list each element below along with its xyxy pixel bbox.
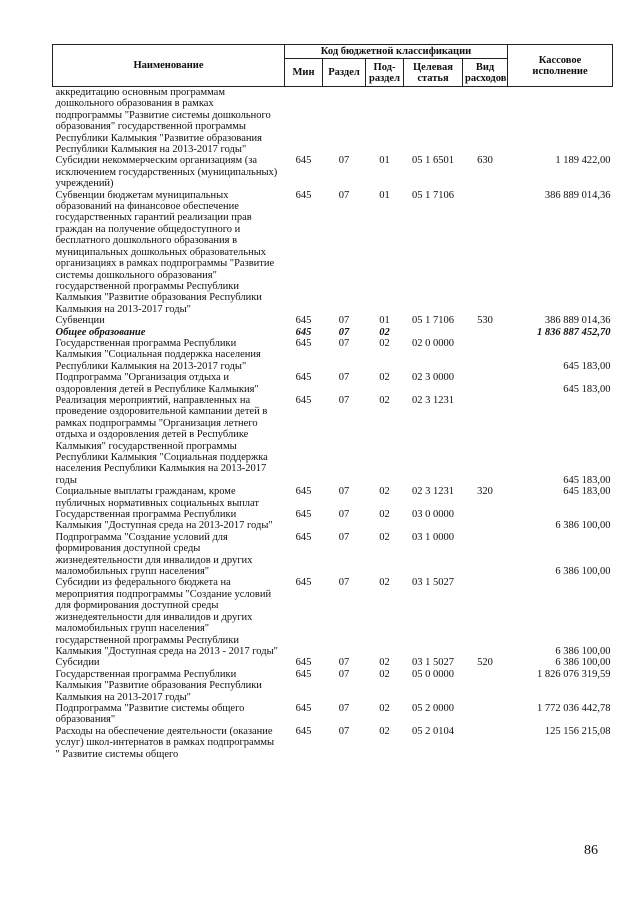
header-podrazdel: Под-раздел [366,59,404,87]
row-razdel: 07 [338,657,350,669]
budget-table [52,44,613,760]
row-name: Общее образование [55,326,146,338]
row-min: 645 [295,315,312,327]
header-min: Мин [285,59,323,87]
row-razdel: 07 [338,315,350,327]
row-min: 645 [295,337,312,349]
row-amount: 645 183,00 [563,383,611,395]
row-celevaya: 02 3 1231 [412,486,454,498]
row-vid [463,532,508,578]
row-razdel [323,87,366,156]
table-row [53,87,613,156]
row-amount: 1 772 036 442,78 [537,702,611,714]
row-razdel: 07 [338,668,350,680]
row-name: Субсидии [55,657,100,669]
row-min: 645 [295,725,312,737]
row-podrazdel: 02 [379,668,390,680]
row-celevaya [404,87,463,156]
row-min: 645 [295,531,312,543]
row-celevaya: 05 1 7106 [412,315,454,327]
row-name: Расходы на обеспечение деятельности (оказание услуг) школ-интернатов в рамках подпрограммы " Развитие системы общего [55,725,275,760]
row-vid: 630 [477,155,493,167]
row-celevaya: 02 0 0000 [412,337,454,349]
row-name: Подпрограмма "Развитие системы общего образования" [55,702,245,726]
row-celevaya: 03 0 0000 [412,509,454,521]
row-amount: 125 156 215,08 [544,725,611,737]
row-celevaya: 02 3 0000 [412,372,454,384]
header-code-group: Код бюджетной классификации [285,45,508,59]
row-celevaya: 03 1 5027 [412,577,454,589]
table-row [53,486,613,509]
row-razdel: 07 [338,372,350,384]
row-celevaya [404,327,463,338]
row-vid [463,577,508,657]
row-vid [463,372,508,395]
row-min: 645 [295,509,312,521]
row-vid: 520 [477,657,493,669]
row-podrazdel: 02 [379,702,390,714]
header-kassovoe: Кассовое исполнение [508,45,613,87]
row-podrazdel: 02 [379,394,390,406]
row-name: аккредитацию основным программам дошкольного образования в рамках подпрограммы "Развитие системы дошкольного образования" государственной программы Республики Калмыкия "Развитие образования Республики Калмыкия на 2013-2017 годы" [55,87,271,156]
row-amount: 1 836 887 452,70 [537,326,611,338]
row-min: 645 [295,326,312,338]
row-celevaya: 05 0 0000 [412,668,454,680]
row-name: Подпрограмма "Создание условий для формирования доступной среды жизнедеятельности для инвалидов и других маломобильных групп населения" [55,531,253,578]
row-podrazdel: 02 [379,509,390,521]
row-amount [508,87,613,156]
row-podrazdel: 02 [379,657,390,669]
row-celevaya: 05 1 7106 [412,189,454,201]
table-row [53,532,613,578]
row-name: Подпрограмма "Организация отдыха и оздоровления детей в Республике Калмыкия" [55,372,259,395]
row-podrazdel: 02 [379,326,390,338]
row-name: Реализация мероприятий, направленных на проведение оздоровительной кампании детей в рамках подпрограммы "Организация летнего отдыха и оздоровления детей в Республике Калмыкия" государственной программы Республики Калмыкия "Социальная поддержка населения Республики Калмыкия на 2013-2017 годы [55,394,268,486]
row-amount: 6 386 100,00 [555,645,611,657]
table-row [53,669,613,703]
table-row [53,155,613,189]
row-min: 645 [295,577,312,589]
row-amount: 645 183,00 [563,474,611,486]
row-podrazdel: 02 [379,486,390,498]
row-podrazdel: 01 [379,189,390,201]
header-name: Наименование [53,45,285,87]
row-celevaya: 03 1 5027 [412,657,454,669]
row-podrazdel: 01 [379,315,390,327]
header-vid: Вид расходов [463,59,508,87]
row-amount: 6 386 100,00 [555,566,611,578]
row-name: Субвенции [55,315,105,327]
row-amount: 6 386 100,00 [555,520,611,532]
row-podrazdel: 02 [379,372,390,384]
header-celevaya: Целевая статья [404,59,463,87]
table-row [53,703,613,726]
table-header [53,45,613,87]
page-number: 86 [584,843,598,858]
row-celevaya: 05 2 0104 [412,725,454,737]
row-name: Государственная программа Республики Калмыкия "Доступная среда на 2013-2017 годы" [55,509,273,532]
table-row [53,726,613,760]
row-razdel: 07 [338,394,350,406]
row-celevaya: 05 2 0000 [412,702,454,714]
row-podrazdel: 01 [379,155,390,167]
table-row [53,315,613,326]
row-amount: 386 889 014,36 [544,315,611,327]
row-min: 645 [295,155,312,167]
row-celevaya: 03 1 0000 [412,531,454,543]
row-name: Субвенции бюджетам муниципальных образований на финансовое обеспечение государственных гарантий реализации прав граждан на получение общедоступного и бесплатного дошкольного образования в муниципальных дошкольных образовательных организациях в рамках подпрограммы "Развитие системы дошкольного образования" государственной программы Республики Калмыкия "Развитие образования Республики Калмыкия на 2013-2017 годы" [55,189,275,315]
row-min [285,87,323,156]
row-razdel: 07 [338,326,350,338]
row-podrazdel: 02 [379,337,390,349]
row-celevaya: 02 3 1231 [412,394,454,406]
table-row [53,577,613,657]
row-vid [463,338,508,372]
row-razdel: 07 [338,725,350,737]
table-row [53,395,613,486]
row-min: 645 [295,486,312,498]
row-razdel: 07 [338,702,350,714]
table-row [53,338,613,372]
row-min: 645 [295,668,312,680]
row-min: 645 [295,189,312,201]
row-min: 645 [295,702,312,714]
row-min: 645 [295,372,312,384]
row-razdel: 07 [338,155,350,167]
row-vid [463,703,508,726]
row-razdel: 07 [338,189,350,201]
row-podrazdel: 02 [379,577,390,589]
table-row [53,327,613,338]
row-celevaya: 05 1 6501 [412,155,454,167]
row-name: Субсидии некоммерческим организациям (за исключением государственных (муниципальных) учреждений) [55,155,278,190]
table-row [53,657,613,668]
row-name: Социальные выплаты гражданам, кроме публичных нормативных социальных выплат [55,486,259,509]
row-amount: 1 826 076 319,59 [537,668,611,680]
row-name: Государственная программа Республики Калмыкия "Социальная поддержка населения Республики Калмыкия на 2013-2017 годы" [55,337,261,372]
row-amount: 645 183,00 [563,486,611,498]
row-name: Государственная программа Республики Калмыкия "Развитие образования Республики Калмыкия на 2013-2017 годы" [55,668,262,703]
row-vid: 320 [477,486,493,498]
row-vid [463,87,508,156]
table-body [53,87,613,760]
row-vid [463,509,508,532]
row-vid [463,669,508,703]
table-row [53,509,613,532]
row-amount: 6 386 100,00 [555,657,611,669]
row-vid [463,190,508,315]
row-podrazdel: 02 [379,531,390,543]
table-row [53,372,613,395]
row-razdel: 07 [338,337,350,349]
row-min: 645 [295,657,312,669]
row-amount: 386 889 014,36 [544,189,611,201]
row-razdel: 07 [338,531,350,543]
row-podrazdel [366,87,404,156]
row-min: 645 [295,394,312,406]
row-amount: 645 183,00 [563,360,611,372]
row-vid [463,726,508,760]
row-vid [463,327,508,338]
row-name: Субсидии из федерального бюджета на мероприятия подпрограммы "Создание условий для формирования доступной среды жизнедеятельности для инвалидов и других маломобильных групп населения" государственной программы Республики Калмыкия "Доступная среда на 2013 - 2017 годы" [55,577,278,657]
row-razdel: 07 [338,486,350,498]
row-vid: 530 [477,315,493,327]
header-razdel: Раздел [323,59,366,87]
row-razdel: 07 [338,509,350,521]
row-vid [463,395,508,486]
row-podrazdel: 02 [379,725,390,737]
table-row [53,190,613,315]
row-razdel: 07 [338,577,350,589]
row-amount: 1 189 422,00 [555,155,611,167]
